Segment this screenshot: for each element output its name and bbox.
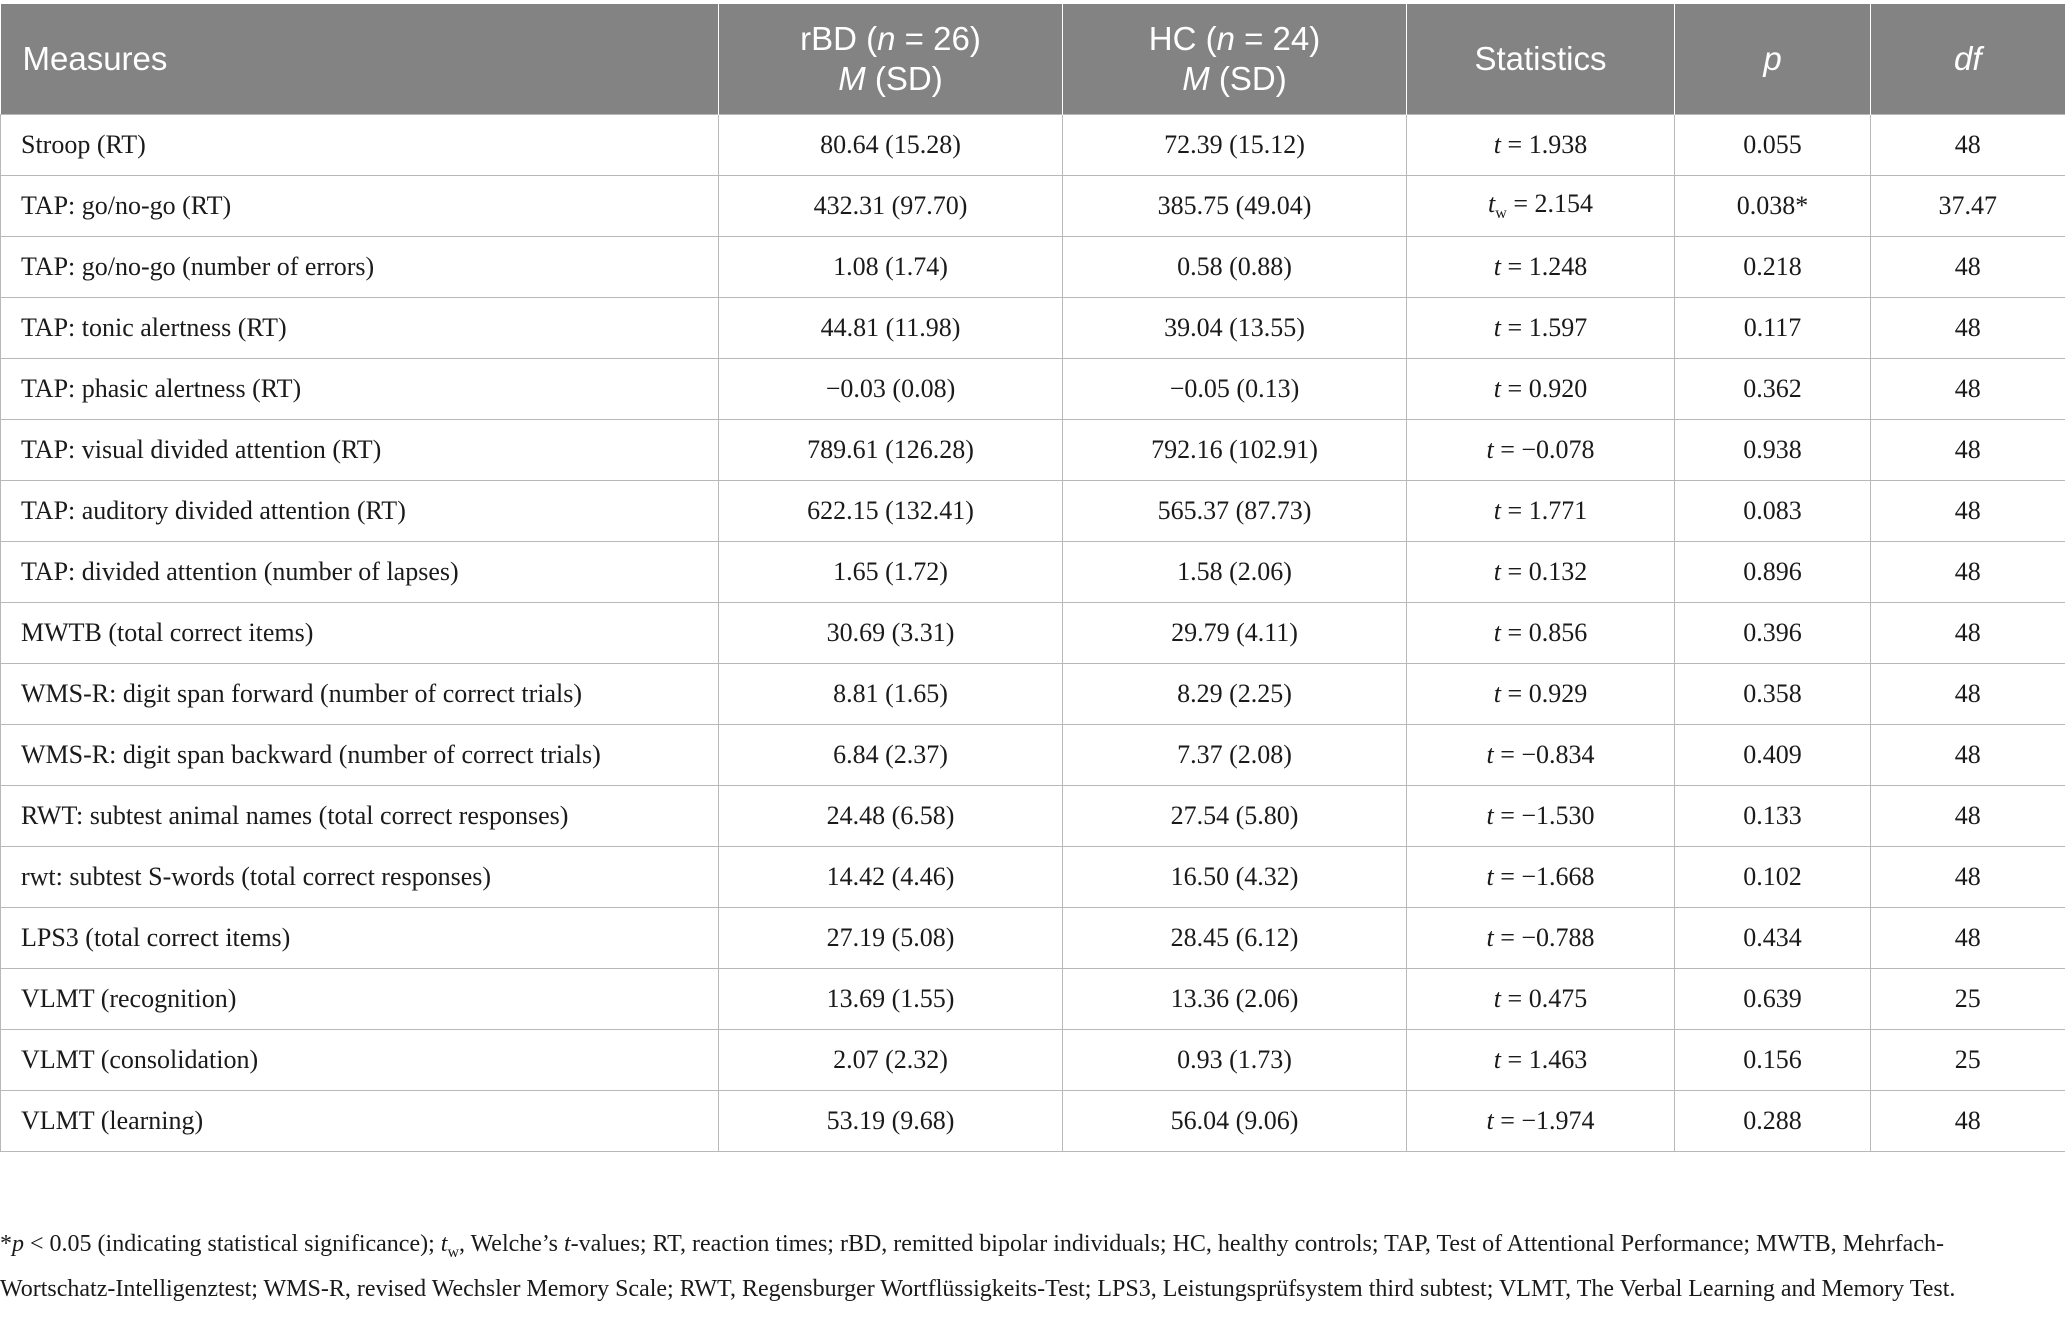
cell-p: 0.358 (1675, 664, 1871, 725)
cell-p: 0.038* (1675, 176, 1871, 237)
cell-p: 0.409 (1675, 725, 1871, 786)
table-row (1, 664, 2065, 725)
cell-rbd: −0.03 (0.08) (719, 359, 1063, 420)
cell-measure: VLMT (consolidation) (1, 1030, 719, 1091)
table-row (1, 1091, 2065, 1152)
cell-rbd: 789.61 (126.28) (719, 420, 1063, 481)
stat-subscript: w (1495, 205, 1507, 223)
stat-symbol: t (1486, 862, 1494, 891)
cell-hc: 13.36 (2.06) (1063, 969, 1407, 1030)
table-row (1, 1030, 2065, 1091)
header-rbd (719, 4, 1063, 115)
cell-p: 0.117 (1675, 298, 1871, 359)
cell-p: 0.896 (1675, 542, 1871, 603)
cell-hc: 28.45 (6.12) (1063, 908, 1407, 969)
stat-symbol: t (1493, 557, 1502, 586)
stat-value: = −1.668 (1493, 862, 1595, 891)
cell-rbd: 53.19 (9.68) (719, 1091, 1063, 1152)
cell-statistics (1407, 359, 1675, 420)
cell-measure: TAP: tonic alertness (RT) (1, 298, 719, 359)
cell-hc: 0.58 (0.88) (1063, 237, 1407, 298)
table-row (1, 359, 2065, 420)
cell-df: 48 (1871, 664, 2065, 725)
cell-statistics (1407, 481, 1675, 542)
cell-hc: 39.04 (13.55) (1063, 298, 1407, 359)
cell-p: 0.434 (1675, 908, 1871, 969)
cell-hc: 792.16 (102.91) (1063, 420, 1407, 481)
cell-p: 0.102 (1675, 847, 1871, 908)
cell-hc: 8.29 (2.25) (1063, 664, 1407, 725)
cell-rbd: 1.08 (1.74) (719, 237, 1063, 298)
stat-symbol: t (1493, 679, 1502, 708)
stat-symbol: t (1493, 374, 1502, 403)
cell-p: 0.055 (1675, 115, 1871, 176)
cell-df: 48 (1871, 298, 2065, 359)
stat-symbol: t (1486, 923, 1494, 952)
cell-p: 0.083 (1675, 481, 1871, 542)
cell-statistics (1407, 420, 1675, 481)
cell-statistics (1407, 115, 1675, 176)
table-row (1, 115, 2065, 176)
cell-hc: −0.05 (0.13) (1063, 359, 1407, 420)
stat-symbol: t (1493, 313, 1502, 342)
stat-value: = 1.248 (1501, 252, 1588, 281)
stat-value: = 1.938 (1501, 130, 1588, 159)
cell-rbd: 13.69 (1.55) (719, 969, 1063, 1030)
stat-value: = −0.078 (1493, 435, 1595, 464)
header-hc-sd: (SD) (1209, 60, 1287, 97)
cell-df: 37.47 (1871, 176, 2065, 237)
header-row (1, 4, 2065, 115)
table-row (1, 237, 2065, 298)
cell-rbd: 30.69 (3.31) (719, 603, 1063, 664)
header-p-label: p (1763, 40, 1782, 77)
footnote-tw-sub: w (447, 1243, 459, 1261)
table-row (1, 481, 2065, 542)
table-footnote (0, 1226, 2040, 1307)
cell-df: 48 (1871, 603, 2065, 664)
cell-statistics (1407, 1030, 1675, 1091)
stat-symbol: t (1493, 618, 1502, 647)
cell-p: 0.938 (1675, 420, 1871, 481)
cell-rbd: 1.65 (1.72) (719, 542, 1063, 603)
results-table (0, 4, 2065, 1152)
table-header (1, 4, 2065, 115)
stat-value: = −1.974 (1493, 1106, 1595, 1135)
table-body (1, 115, 2065, 1152)
cell-rbd: 44.81 (11.98) (719, 298, 1063, 359)
table-row (1, 908, 2065, 969)
cell-hc: 29.79 (4.11) (1063, 603, 1407, 664)
cell-df: 48 (1871, 359, 2065, 420)
cell-rbd: 432.31 (97.70) (719, 176, 1063, 237)
stat-symbol: t (1486, 801, 1494, 830)
table-row (1, 420, 2065, 481)
header-df (1871, 4, 2065, 115)
cell-df: 25 (1871, 969, 2065, 1030)
cell-measure: LPS3 (total correct items) (1, 908, 719, 969)
cell-df: 48 (1871, 115, 2065, 176)
cell-df: 48 (1871, 847, 2065, 908)
table-row (1, 298, 2065, 359)
cell-p: 0.362 (1675, 359, 1871, 420)
header-hc-m: M (1182, 60, 1210, 97)
cell-rbd: 24.48 (6.58) (719, 786, 1063, 847)
cell-rbd: 80.64 (15.28) (719, 115, 1063, 176)
footnote-text-1: < 0.05 (indicating statistical significance); (24, 1231, 441, 1257)
header-measures (1, 4, 719, 115)
cell-statistics (1407, 176, 1675, 237)
cell-measure: RWT: subtest animal names (total correct responses) (1, 786, 719, 847)
cell-rbd: 14.42 (4.46) (719, 847, 1063, 908)
cell-statistics (1407, 786, 1675, 847)
cell-hc: 385.75 (49.04) (1063, 176, 1407, 237)
header-p (1675, 4, 1871, 115)
cell-measure: Stroop (RT) (1, 115, 719, 176)
stat-value: = 1.463 (1501, 1045, 1588, 1074)
table-row (1, 176, 2065, 237)
cell-hc: 0.93 (1.73) (1063, 1030, 1407, 1091)
stat-symbol: t (1493, 984, 1502, 1013)
header-measures-label: Measures (22, 40, 168, 77)
cell-measure: MWTB (total correct items) (1, 603, 719, 664)
cell-measure: TAP: go/no-go (number of errors) (1, 237, 719, 298)
cell-df: 48 (1871, 725, 2065, 786)
footnote-text-2: , Welche’s (459, 1231, 564, 1257)
cell-measure: WMS-R: digit span backward (number of correct trials) (1, 725, 719, 786)
header-rbd-n: n (877, 20, 896, 57)
header-hc-n: n (1216, 20, 1235, 57)
table-row (1, 725, 2065, 786)
cell-rbd: 27.19 (5.08) (719, 908, 1063, 969)
stat-symbol: t (1493, 252, 1502, 281)
header-rbd-m: M (838, 60, 866, 97)
stat-value: = 1.771 (1501, 496, 1588, 525)
cell-p: 0.288 (1675, 1091, 1871, 1152)
cell-statistics (1407, 603, 1675, 664)
cell-measure: VLMT (recognition) (1, 969, 719, 1030)
cell-rbd: 2.07 (2.32) (719, 1030, 1063, 1091)
cell-statistics (1407, 908, 1675, 969)
cell-statistics (1407, 664, 1675, 725)
cell-statistics (1407, 969, 1675, 1030)
stat-value: = 0.475 (1501, 984, 1588, 1013)
cell-rbd: 622.15 (132.41) (719, 481, 1063, 542)
cell-p: 0.639 (1675, 969, 1871, 1030)
cell-p: 0.156 (1675, 1030, 1871, 1091)
cell-measure: TAP: visual divided attention (RT) (1, 420, 719, 481)
footnote-p: p (12, 1231, 24, 1257)
stat-symbol: t (1493, 496, 1502, 525)
cell-hc: 27.54 (5.80) (1063, 786, 1407, 847)
cell-hc: 7.37 (2.08) (1063, 725, 1407, 786)
cell-statistics (1407, 847, 1675, 908)
cell-rbd: 6.84 (2.37) (719, 725, 1063, 786)
stat-value: = 0.920 (1501, 374, 1588, 403)
cell-df: 48 (1871, 908, 2065, 969)
cell-measure: TAP: go/no-go (RT) (1, 176, 719, 237)
stat-value: = 0.856 (1501, 618, 1588, 647)
cell-df: 48 (1871, 237, 2065, 298)
stat-symbol: t (1486, 435, 1494, 464)
cell-hc: 565.37 (87.73) (1063, 481, 1407, 542)
header-hc (1063, 4, 1407, 115)
cell-statistics (1407, 298, 1675, 359)
cell-p: 0.396 (1675, 603, 1871, 664)
table-row (1, 786, 2065, 847)
cell-statistics (1407, 237, 1675, 298)
footnote-tw: t (440, 1231, 448, 1257)
cell-p: 0.133 (1675, 786, 1871, 847)
header-df-label: df (1953, 40, 1982, 77)
stat-value: = −0.834 (1493, 740, 1595, 769)
cell-hc: 16.50 (4.32) (1063, 847, 1407, 908)
cell-measure: TAP: auditory divided attention (RT) (1, 481, 719, 542)
header-rbd-label: rBD ( (800, 20, 878, 57)
cell-df: 48 (1871, 1091, 2065, 1152)
header-rbd-count: = 26) (895, 20, 981, 57)
stat-value: = 0.929 (1501, 679, 1588, 708)
stat-symbol: t (1488, 188, 1496, 218)
cell-measure: TAP: divided attention (number of lapses) (1, 542, 719, 603)
cell-rbd: 8.81 (1.65) (719, 664, 1063, 725)
stat-symbol: t (1493, 1045, 1502, 1074)
table-row (1, 847, 2065, 908)
cell-hc: 1.58 (2.06) (1063, 542, 1407, 603)
cell-df: 48 (1871, 542, 2065, 603)
cell-hc: 56.04 (9.06) (1063, 1091, 1407, 1152)
cell-df: 25 (1871, 1030, 2065, 1091)
header-hc-count: = 24) (1234, 20, 1321, 57)
footnote-text-3: -values; RT, reaction times; rBD, remitted bipolar individuals; HC, healthy controls; TAP, Test of Attentional Performance; MWTB, Mehrfach-Wortschatz-Intelligenztest; WMS-R, revised Wechsler Memory Scale; RWT, Regensburger Wortflüssigkeits-Test; LPS3, Leistungsprüfsystem third subtest; VLMT, The Verbal Learning and Memory Test. (0, 1231, 1956, 1302)
header-statistics (1407, 4, 1675, 115)
cell-p: 0.218 (1675, 237, 1871, 298)
cell-df: 48 (1871, 786, 2065, 847)
stat-symbol: t (1486, 740, 1494, 769)
table-row (1, 969, 2065, 1030)
footnote-star: * (0, 1231, 12, 1257)
header-hc-label: HC ( (1148, 20, 1217, 57)
cell-measure: VLMT (learning) (1, 1091, 719, 1152)
stat-value: = −0.788 (1493, 923, 1595, 952)
cell-df: 48 (1871, 420, 2065, 481)
stat-value: = 1.597 (1501, 313, 1588, 342)
footnote-t: t (563, 1231, 571, 1257)
table-row (1, 603, 2065, 664)
cell-statistics (1407, 542, 1675, 603)
table-row (1, 542, 2065, 603)
stat-value: = 0.132 (1501, 557, 1588, 586)
cell-measure: WMS-R: digit span forward (number of correct trials) (1, 664, 719, 725)
cell-measure: rwt: subtest S-words (total correct responses) (1, 847, 719, 908)
cell-df: 48 (1871, 481, 2065, 542)
cell-measure: TAP: phasic alertness (RT) (1, 359, 719, 420)
stat-value: = 2.154 (1506, 188, 1593, 218)
header-statistics-label: Statistics (1474, 40, 1607, 77)
cell-hc: 72.39 (15.12) (1063, 115, 1407, 176)
stat-symbol: t (1493, 130, 1502, 159)
cell-statistics (1407, 1091, 1675, 1152)
cell-statistics (1407, 725, 1675, 786)
stat-value: = −1.530 (1493, 801, 1595, 830)
stat-symbol: t (1486, 1106, 1494, 1135)
header-rbd-sd: (SD) (865, 60, 943, 97)
